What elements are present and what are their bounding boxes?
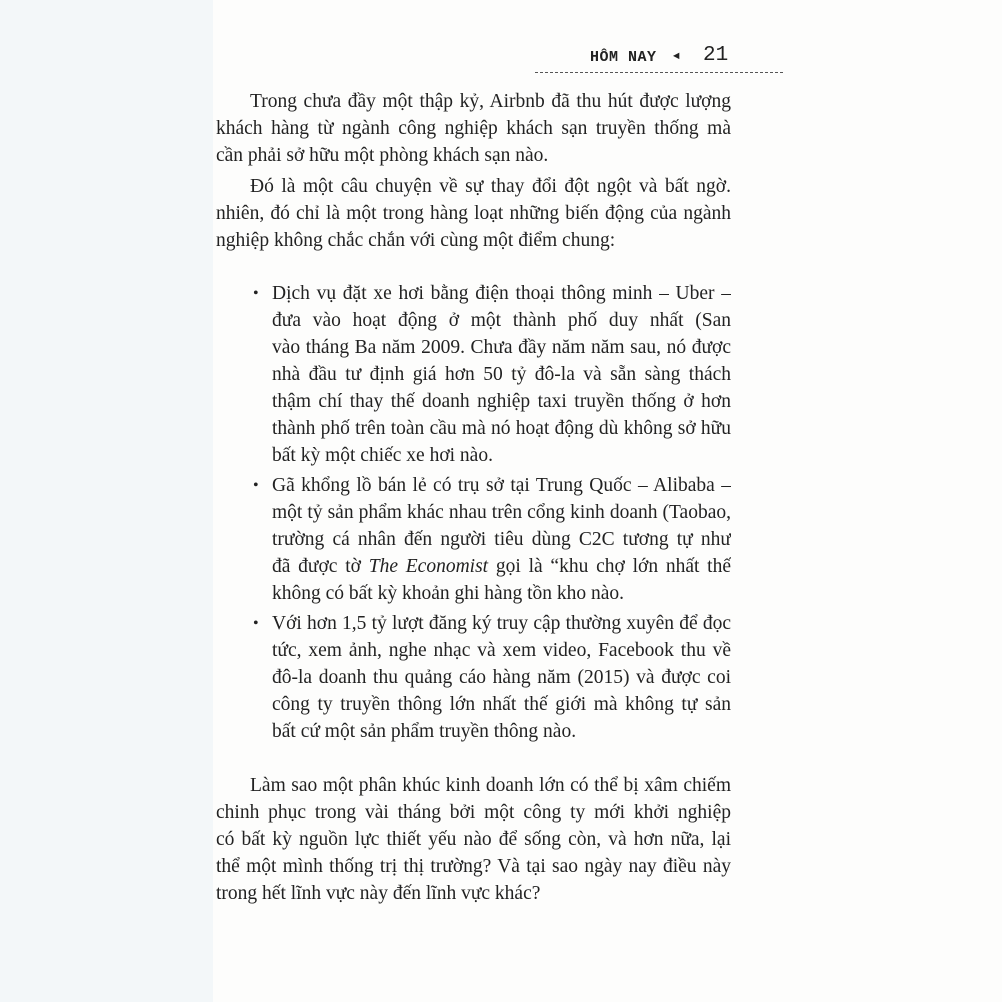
text-line: bất cứ một sản phẩm truyền thông nào. (272, 721, 577, 742)
text-line: nhiên, đó chỉ là một trong hàng loạt những biến động của ngành (216, 203, 731, 224)
text-line: nhà đầu tư định giá hơn 50 tỷ đô-la và sẵn sàng thách (272, 364, 731, 385)
text-line: nghiệp không chắc chắn với cùng một điểm chung: (216, 230, 616, 251)
text-line: Trong chưa đầy một thập kỷ, Airbnb đã thu hút được lượng (250, 91, 731, 112)
text-line: cần phải sở hữu một phòng khách sạn nào. (216, 145, 549, 166)
running-title: HÔM NAY (590, 49, 657, 66)
text-line: Dịch vụ đặt xe hơi bằng điện thoại thông minh – Uber – (272, 283, 731, 304)
text-line: vào tháng Ba năm 2009. Chưa đầy năm năm sau, nó được (272, 337, 731, 358)
page-number: 21 (703, 44, 729, 67)
bullet-icon: • (253, 477, 259, 494)
text-line: Gã khổng lồ bán lẻ có trụ sở tại Trung Quốc – Alibaba – (272, 475, 731, 496)
text-line: thể một mình thống trị thị trường? Và tại sao ngày nay điều này (216, 856, 731, 877)
bullet-icon: • (253, 615, 259, 632)
text-line: có bất kỳ nguồn lực thiết yếu nào để sống còn, và hơn nữa, lại (216, 829, 731, 850)
text-line: đưa vào hoạt động ở một thành phố duy nhất (San (272, 310, 731, 331)
text-line: Đó là một câu chuyện về sự thay đổi đột ngột và bất ngờ. (250, 176, 731, 197)
bullet-icon: • (253, 285, 259, 302)
text-line: trường cá nhân đến người tiêu dùng C2C tương tự như (272, 529, 731, 550)
text-segment: đã được tờ (272, 556, 369, 577)
bullet-item-alibaba (253, 472, 731, 607)
text-line: tức, xem ảnh, nghe nhạc và xem video, Facebook thu về (272, 640, 731, 661)
text-line: thành phố trên toàn cầu mà nó hoạt động dù không sở hữu (272, 418, 731, 439)
text-line: công ty truyền thông lớn nhất thế giới mà không tự sản (272, 694, 731, 715)
paragraph-question (216, 772, 731, 907)
text-line (272, 553, 731, 580)
text-line: khách hàng từ ngành công nghiệp khách sạn truyền thống mà (216, 118, 731, 139)
text-line: một tỷ sản phẩm khác nhau trên cổng kinh doanh (Taobao, (272, 502, 731, 523)
publication-title: The Economist (368, 556, 489, 577)
text-line: không có bất kỳ khoản ghi hàng tồn kho nào. (272, 583, 625, 604)
running-header (535, 46, 783, 73)
text-line: Với hơn 1,5 tỷ lượt đăng ký truy cập thường xuyên để đọc (272, 613, 731, 634)
paragraph-story (216, 173, 731, 254)
text-line: bất kỳ một chiếc xe hơi nào. (272, 445, 493, 466)
page-edge-shading (0, 0, 213, 1002)
text-segment: gọi là “khu chợ lớn nhất thế (495, 556, 731, 577)
bullet-item-facebook (253, 610, 731, 745)
bullet-item-uber (253, 280, 731, 469)
text-line: Làm sao một phân khúc kinh doanh lớn có thể bị xâm chiếm (250, 775, 731, 796)
arrow-left-icon: ◄ (673, 51, 680, 63)
text-line: trong hết lĩnh vực này đến lĩnh vực khác? (216, 883, 541, 904)
text-line: đô-la doanh thu quảng cáo hàng năm (2015) và được coi (272, 667, 731, 688)
paragraph-airbnb (216, 88, 731, 169)
text-line: chinh phục trong vài tháng bởi một công ty mới khởi nghiệp (216, 802, 731, 823)
text-line: thậm chí thay thế doanh nghiệp taxi truyền thống ở hơn (272, 391, 731, 412)
